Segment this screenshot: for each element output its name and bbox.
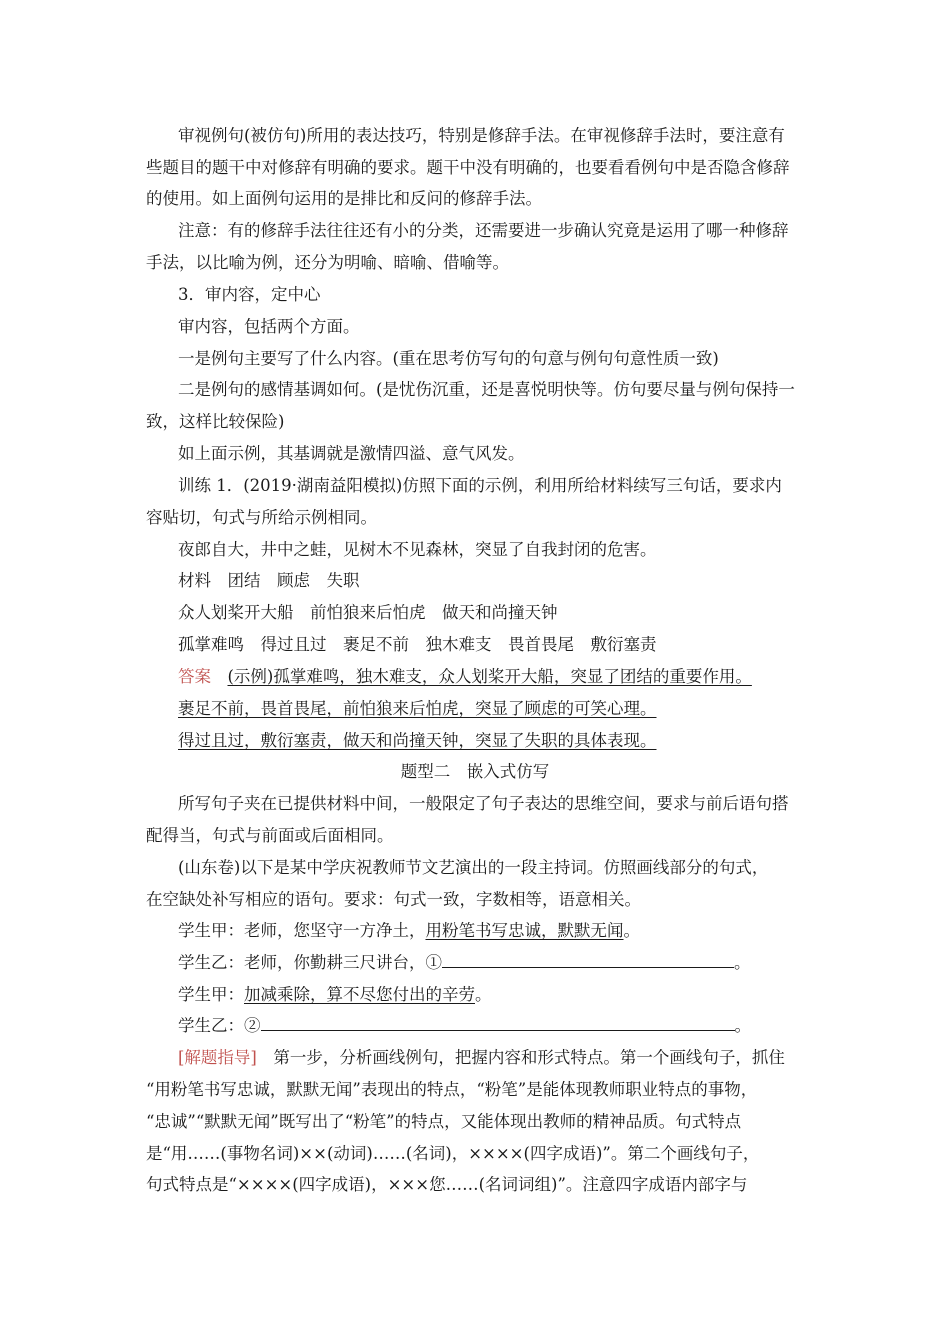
exercise-prompt: 训练 1．(2019·湖南益阳模拟)仿照下面的示例，利用所给材料续写三句话，要求内: [178, 476, 782, 495]
answer-text: 裹足不前，畏首畏尾，前怕狼来后怕虎，突显了顾虑的可笑心理。: [178, 699, 657, 718]
section-heading: 题型二 嵌入式仿写: [400, 762, 550, 781]
paragraph-line: 审内容，包括两个方面。: [178, 317, 360, 336]
question-prompt: (山东卷)以下是某中学庆祝教师节文艺演出的一段主持词。仿照画线部分的句式，: [178, 858, 769, 877]
dialogue-line: 学生乙：老师，你勤耕三尺讲台，① 。: [178, 953, 751, 972]
answer-blank-1[interactable]: [442, 951, 734, 968]
material-list: 材料 团结 顾虑 失职: [178, 571, 360, 590]
answer-line: [178, 665, 752, 689]
paragraph-line: 所写句子夹在已提供材料中间，一般限定了句子表达的思维空间，要求与前后语句搭: [178, 794, 789, 813]
dialogue-line: 学生甲：老师，您坚守一方净土，用粉笔书写忠诚，默默无闻。: [178, 921, 640, 940]
answer-line: [178, 697, 657, 721]
example-sentence: 夜郎自大，井中之蛙，见树木不见森林，突显了自我封闭的危害。: [178, 540, 657, 559]
guide-line: “忠诚”“默默无闻”既写出了“粉笔”的特点，又能体现出教师的精神品质。句式特点: [146, 1112, 742, 1131]
answer-text: (示例)孤掌难鸣，独木难支，众人划桨开大船，突显了团结的重要作用。: [227, 667, 752, 686]
paragraph-line: 配得当，句式与前面或后面相同。: [146, 826, 394, 845]
guide-line: [解题指导] 第一步，分析画线例句，把握内容和形式特点。第一个画线句子，抓住: [178, 1048, 785, 1067]
paragraph-line: 的使用。如上面例句运用的是排比和反问的修辞手法。: [146, 189, 542, 208]
section-subheading: 3．审内容，定中心: [178, 285, 321, 304]
guide-line: 是“用……(事物名词)××(动词)……(名词)，××××(四字成语)”。第二个画线句子，: [146, 1144, 760, 1163]
underlined-example: 用粉笔书写忠诚，默默无闻: [425, 921, 624, 940]
guide-line: “用粉笔书写忠诚，默默无闻”表现出的特点，“粉笔”是能体现教师职业特点的事物，: [146, 1080, 758, 1099]
paragraph-line: 审视例句(被仿句)所用的表达技巧，特别是修辞手法。在审视修辞手法时，要注意有: [178, 126, 785, 145]
answer-blank-2[interactable]: [261, 1014, 735, 1031]
guide-label: [解题指导]: [178, 1048, 257, 1067]
paragraph-line: 二是例句的感情基调如何。(是忧伤沉重，还是喜悦明快等。仿句要尽量与例句保持一: [178, 380, 795, 399]
underlined-example: 加减乘除，算不尽您付出的辛劳: [244, 985, 475, 1004]
dialogue-line: 学生乙：② 。: [178, 1016, 751, 1035]
answer-label: 答案: [178, 667, 211, 686]
material-list: 众人划桨开大船 前怕狼来后怕虎 做天和尚撞天钟: [178, 603, 558, 622]
paragraph-line: 致，这样比较保险): [146, 412, 285, 431]
paragraph-line: 注意：有的修辞手法往往还有小的分类，还需要进一步确认究竟是运用了哪一种修辞: [178, 221, 789, 240]
paragraph-line: 手法，以比喻为例，还分为明喻、暗喻、借喻等。: [146, 253, 509, 272]
paragraph-line: 一是例句主要写了什么内容。(重在思考仿写句的句意与例句句意性质一致): [178, 349, 719, 368]
material-list: 孤掌难鸣 得过且过 裹足不前 独木难支 畏首畏尾 敷衍塞责: [178, 635, 657, 654]
paragraph-line: 些题目的题干中对修辞有明确的要求。题干中没有明确的，也要看看例句中是否隐含修辞: [146, 158, 790, 177]
dialogue-line: 学生甲：加减乘除，算不尽您付出的辛劳。: [178, 985, 492, 1004]
exercise-prompt: 容贴切，句式与所给示例相同。: [146, 508, 377, 527]
answer-text: 得过且过，敷衍塞责，做天和尚撞天钟，突显了失职的具体表现。: [178, 731, 657, 750]
question-prompt: 在空缺处补写相应的语句。要求：句式一致，字数相等，语意相关。: [146, 890, 641, 909]
paragraph-line: 如上面示例，其基调就是激情四溢、意气风发。: [178, 444, 525, 463]
guide-line: 句式特点是“××××(四字成语)，×××您……(名词词组)”。注意四字成语内部字与: [146, 1175, 748, 1194]
answer-line: [178, 729, 657, 753]
